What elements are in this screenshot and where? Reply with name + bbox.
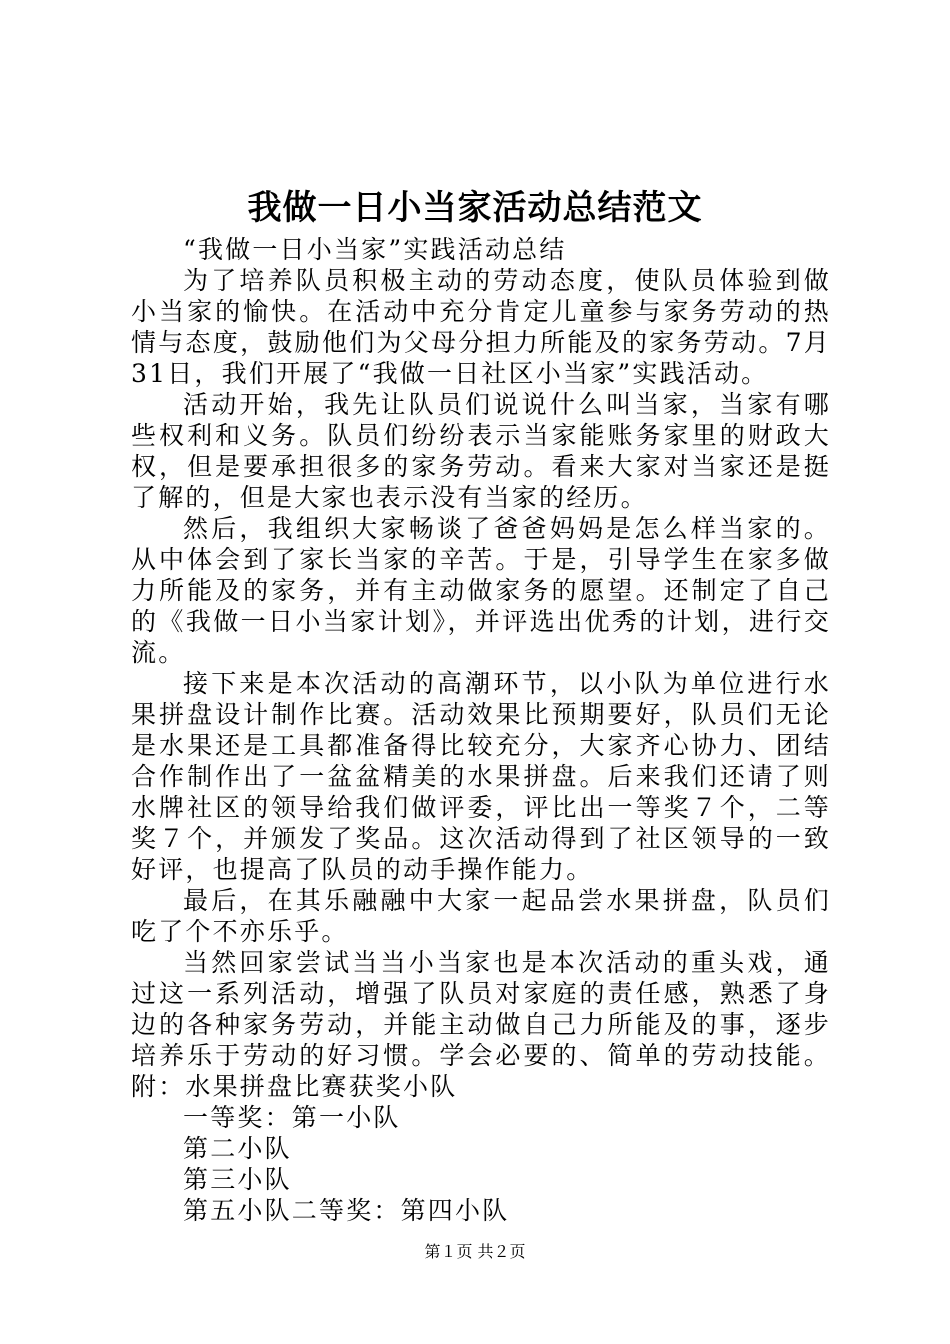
document-body: [131, 234, 831, 1226]
award-line: 第二小队: [183, 1134, 292, 1163]
subtitle-paragraph: “我做一日小当家”实践活动总结: [183, 235, 567, 264]
conclusion-paragraph: 当然回家尝试当当小当家也是本次活动的重头戏，通过这一系列活动，增强了队员对家庭的责任感，熟悉了身边的各种家务劳动，并能主动做自己力所能及的事，逐步培养乐于劳动的好习惯。学会必要的、简单的劳动技能。附：水果拼盘比赛获奖小队: [131, 948, 831, 1101]
award-line: 第五小队二等奖：第四小队: [183, 1196, 510, 1225]
award-line: 一等奖：第一小队: [183, 1103, 401, 1132]
competition-paragraph: 接下来是本次活动的高潮环节，以小队为单位进行水果拼盘设计制作比赛。活动效果比预期要好，队员们无论是水果还是工具都准备得比较充分，大家齐心协力、团结合作制作出了一盆盆精美的水果拼盘。后来我们还请了则水牌社区的领导给我们做评委，评比出一等奖７个，二等奖７个，并颁发了奖品。这次活动得到了社区领导的一致好评，也提高了队员的动手操作能力。: [131, 669, 831, 884]
discussion-paragraph: 然后，我组织大家畅谈了爸爸妈妈是怎么样当家的。从中体会到了家长当家的辛苦。于是，引导学生在家多做力所能及的家务，并有主动做家务的愿望。还制定了自己的《我做一日小当家计划》，并评选出优秀的计划，进行交流。: [131, 514, 831, 667]
award-line: 第三小队: [183, 1165, 292, 1194]
activity-start-paragraph: 活动开始，我先让队员们说说什么叫当家，当家有哪些权利和义务。队员们纷纷表示当家能账务家里的财政大权，但是要承担很多的家务劳动。看来大家对当家还是挺了解的，但是大家也表示没有当家的经历。: [131, 390, 831, 512]
page-number: 第１页 共２页: [424, 1242, 526, 1261]
tasting-paragraph: 最后，在其乐融融中大家一起品尝水果拼盘，队员们吃了个不亦乐乎。: [131, 886, 831, 946]
page-footer: [0, 1241, 950, 1263]
intro-paragraph: 为了培养队员积极主动的劳动态度，使队员体验到做小当家的愉快。在活动中充分肯定儿童参与家务劳动的热情与态度，鼓励他们为父母分担力所能及的家务劳动。7月31日，我们开展了“我做一日社区小当家”实践活动。: [131, 266, 831, 388]
document-title: 我做一日小当家活动总结范文: [247, 188, 703, 228]
